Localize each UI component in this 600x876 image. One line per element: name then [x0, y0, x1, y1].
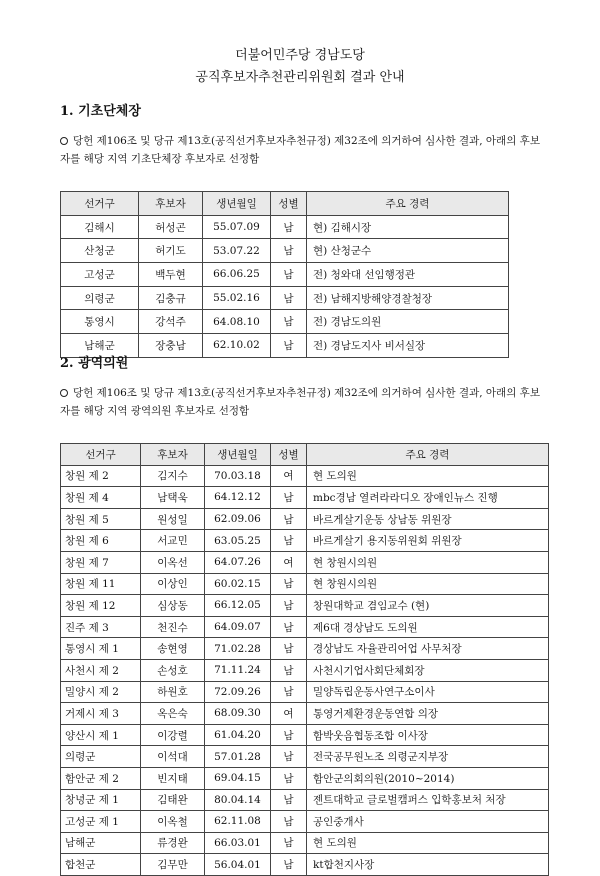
- table-row: [61, 573, 549, 595]
- cell-birthdate: 53.07.22: [203, 239, 271, 263]
- cell-candidate: 허성곤: [139, 215, 203, 239]
- table-row: [61, 616, 549, 638]
- cell-birthdate: 70.03.18: [205, 465, 271, 487]
- cell-gender: 남: [271, 595, 307, 617]
- cell-candidate: 김태완: [141, 789, 205, 811]
- cell-candidate: 하원호: [141, 681, 205, 703]
- cell-birthdate: 56.04.01: [205, 854, 271, 876]
- cell-career: 사천시기업사회단체회장: [307, 659, 549, 681]
- cell-district: 양산시 제 1: [61, 724, 141, 746]
- cell-gender: 남: [271, 530, 307, 552]
- cell-candidate: 심상동: [141, 595, 205, 617]
- circle-bullet-icon: [60, 389, 68, 397]
- cell-birthdate: 61.04.20: [205, 724, 271, 746]
- table-row: [61, 530, 549, 552]
- cell-career: 현) 김해시장: [307, 215, 509, 239]
- cell-district: 합천군: [61, 854, 141, 876]
- cell-birthdate: 62.09.06: [205, 508, 271, 530]
- table-row: [61, 508, 549, 530]
- cell-career: 전) 청와대 선임행정관: [307, 263, 509, 287]
- cell-career: 경상남도 자율관리어업 사무처장: [307, 638, 549, 660]
- cell-gender: 남: [271, 310, 307, 334]
- cell-career: 현 창원시의원: [307, 573, 549, 595]
- column-header-career: 주요 경력: [307, 444, 549, 466]
- table-row: [61, 263, 509, 287]
- cell-gender: 남: [271, 659, 307, 681]
- cell-birthdate: 64.07.26: [205, 551, 271, 573]
- cell-gender: 여: [271, 703, 307, 725]
- cell-birthdate: 66.12.05: [205, 595, 271, 617]
- cell-candidate: 김충규: [139, 286, 203, 310]
- cell-district: 의령군: [61, 746, 141, 768]
- cell-birthdate: 64.12.12: [205, 487, 271, 509]
- table-row: [61, 659, 549, 681]
- cell-birthdate: 63.05.25: [205, 530, 271, 552]
- basic-heads-table: [60, 191, 509, 358]
- table-row: [61, 239, 509, 263]
- table-row: [61, 487, 549, 509]
- cell-gender: 남: [271, 746, 307, 768]
- cell-birthdate: 64.08.10: [203, 310, 271, 334]
- cell-birthdate: 60.02.15: [205, 573, 271, 595]
- column-header-gender: 성별: [271, 192, 307, 216]
- section-notice-basic-heads: [60, 132, 550, 168]
- cell-candidate: 강석주: [139, 310, 203, 334]
- cell-career: 통영거제환경운동연합 의장: [307, 703, 549, 725]
- table-row: [61, 465, 549, 487]
- cell-gender: 남: [271, 854, 307, 876]
- cell-candidate: 빈지태: [141, 767, 205, 789]
- table-row: [61, 681, 549, 703]
- cell-candidate: 백두현: [139, 263, 203, 287]
- table-row: [61, 811, 549, 833]
- cell-career: 밀양독립운동사연구소이사: [307, 681, 549, 703]
- cell-district: 밀양시 제 2: [61, 681, 141, 703]
- cell-career: 전국공무원노조 의령군지부장: [307, 746, 549, 768]
- cell-district: 고성군: [61, 263, 139, 287]
- cell-birthdate: 62.10.02: [203, 334, 271, 358]
- cell-gender: 남: [271, 334, 307, 358]
- table-header-row: [61, 192, 509, 216]
- cell-district: 통영시: [61, 310, 139, 334]
- cell-district: 고성군 제 1: [61, 811, 141, 833]
- cell-birthdate: 80.04.14: [205, 789, 271, 811]
- cell-district: 창원 제 11: [61, 573, 141, 595]
- cell-gender: 남: [271, 573, 307, 595]
- cell-birthdate: 64.09.07: [205, 616, 271, 638]
- table-row: [61, 767, 549, 789]
- cell-gender: 남: [271, 767, 307, 789]
- cell-birthdate: 71.02.28: [205, 638, 271, 660]
- cell-birthdate: 62.11.08: [205, 811, 271, 833]
- column-header-district: 선거구: [61, 192, 139, 216]
- cell-district: 창원 제 6: [61, 530, 141, 552]
- table-row: [61, 789, 549, 811]
- cell-gender: 남: [271, 508, 307, 530]
- cell-district: 창원 제 5: [61, 508, 141, 530]
- section-heading-council: 2. 광역의원: [60, 356, 129, 371]
- cell-district: 남해군: [61, 334, 139, 358]
- cell-career: 바르게살기운동 상남동 위원장: [307, 508, 549, 530]
- cell-career: 제6대 경상남도 도의원: [307, 616, 549, 638]
- cell-candidate: 이상인: [141, 573, 205, 595]
- table-row: [61, 703, 549, 725]
- cell-gender: 남: [271, 638, 307, 660]
- cell-candidate: 천진수: [141, 616, 205, 638]
- cell-birthdate: 68.09.30: [205, 703, 271, 725]
- table-row: [61, 551, 549, 573]
- column-header-district: 선거구: [61, 444, 141, 466]
- cell-gender: 남: [271, 215, 307, 239]
- cell-candidate: 이강렬: [141, 724, 205, 746]
- cell-career: mbc경남 열려라라디오 장애인뉴스 진행: [307, 487, 549, 509]
- cell-career: 젠트대학교 글로벌캠퍼스 입학홍보처 처장: [307, 789, 549, 811]
- table-row: [61, 215, 509, 239]
- cell-birthdate: 66.03.01: [205, 832, 271, 854]
- cell-district: 창녕군 제 1: [61, 789, 141, 811]
- cell-career: 현) 산청군수: [307, 239, 509, 263]
- cell-gender: 남: [271, 789, 307, 811]
- cell-birthdate: 57.01.28: [205, 746, 271, 768]
- cell-gender: 남: [271, 724, 307, 746]
- cell-gender: 남: [271, 832, 307, 854]
- cell-career: 현 도의원: [307, 465, 549, 487]
- cell-birthdate: 71.11.24: [205, 659, 271, 681]
- cell-career: 바르게살기 용지동위원회 위원장: [307, 530, 549, 552]
- column-header-gender: 성별: [271, 444, 307, 466]
- council-table: [60, 443, 549, 876]
- cell-district: 창원 제 7: [61, 551, 141, 573]
- cell-district: 함안군 제 2: [61, 767, 141, 789]
- table-row: [61, 832, 549, 854]
- cell-career: 전) 경남도의원: [307, 310, 509, 334]
- cell-candidate: 옥은숙: [141, 703, 205, 725]
- cell-gender: 남: [271, 616, 307, 638]
- notice-text: 당헌 제106조 및 당규 제13호(공직선거후보자추천규정) 제32조에 의거하여 심사한 결과, 아래의 후보자를 해당 지역 광역의원 후보자로 선정함: [60, 387, 540, 417]
- cell-candidate: 남택욱: [141, 487, 205, 509]
- document-title: 더불어민주당 경남도당: [235, 48, 365, 63]
- section-notice-council: [60, 384, 550, 420]
- table-row: [61, 638, 549, 660]
- cell-career: 창원대학교 겸임교수 (현): [307, 595, 549, 617]
- cell-district: 진주 제 3: [61, 616, 141, 638]
- cell-district: 산청군: [61, 239, 139, 263]
- cell-district: 창원 제 4: [61, 487, 141, 509]
- column-header-candidate: 후보자: [141, 444, 205, 466]
- cell-district: 창원 제 12: [61, 595, 141, 617]
- document-subtitle: 공직후보자추천관리위원회 결과 안내: [195, 70, 405, 85]
- column-header-candidate: 후보자: [139, 192, 203, 216]
- cell-district: 거제시 제 3: [61, 703, 141, 725]
- cell-gender: 남: [271, 487, 307, 509]
- column-header-birthdate: 생년월일: [203, 192, 271, 216]
- table-row: [61, 310, 509, 334]
- table-row: [61, 746, 549, 768]
- cell-career: 함박웃음협동조합 이사장: [307, 724, 549, 746]
- cell-gender: 남: [271, 239, 307, 263]
- cell-district: 사천시 제 2: [61, 659, 141, 681]
- cell-candidate: 손성호: [141, 659, 205, 681]
- cell-gender: 여: [271, 551, 307, 573]
- table-row: [61, 854, 549, 876]
- cell-career: 현 도의원: [307, 832, 549, 854]
- cell-candidate: 송현영: [141, 638, 205, 660]
- table-header-row: [61, 444, 549, 466]
- cell-candidate: 이석대: [141, 746, 205, 768]
- column-header-career: 주요 경력: [307, 192, 509, 216]
- cell-career: 함안군의회의원(2010~2014): [307, 767, 549, 789]
- cell-gender: 남: [271, 811, 307, 833]
- cell-career: 전) 경남도지사 비서실장: [307, 334, 509, 358]
- cell-gender: 남: [271, 286, 307, 310]
- cell-birthdate: 72.09.26: [205, 681, 271, 703]
- cell-district: 통영시 제 1: [61, 638, 141, 660]
- cell-career: 전) 남해지방해양경찰청장: [307, 286, 509, 310]
- cell-candidate: 김지수: [141, 465, 205, 487]
- table-row: [61, 595, 549, 617]
- cell-candidate: 이옥선: [141, 551, 205, 573]
- cell-district: 남해군: [61, 832, 141, 854]
- cell-birthdate: 69.04.15: [205, 767, 271, 789]
- cell-gender: 여: [271, 465, 307, 487]
- column-header-birthdate: 생년월일: [205, 444, 271, 466]
- cell-candidate: 서교민: [141, 530, 205, 552]
- table-row: [61, 724, 549, 746]
- cell-candidate: 김무만: [141, 854, 205, 876]
- cell-candidate: 류경완: [141, 832, 205, 854]
- cell-career: 공인중개사: [307, 811, 549, 833]
- section-heading-basic-heads: 1. 기초단체장: [60, 104, 141, 119]
- cell-gender: 남: [271, 263, 307, 287]
- circle-bullet-icon: [60, 137, 68, 145]
- cell-candidate: 원성일: [141, 508, 205, 530]
- cell-district: 의령군: [61, 286, 139, 310]
- cell-gender: 남: [271, 681, 307, 703]
- cell-birthdate: 55.07.09: [203, 215, 271, 239]
- notice-text: 당헌 제106조 및 당규 제13호(공직선거후보자추천규정) 제32조에 의거하여 심사한 결과, 아래의 후보자를 해당 지역 기초단체장 후보자로 선정함: [60, 135, 540, 165]
- cell-candidate: 허기도: [139, 239, 203, 263]
- cell-career: kt합천지사장: [307, 854, 549, 876]
- cell-district: 김해시: [61, 215, 139, 239]
- cell-birthdate: 66.06.25: [203, 263, 271, 287]
- cell-district: 창원 제 2: [61, 465, 141, 487]
- cell-candidate: 장충남: [139, 334, 203, 358]
- cell-birthdate: 55.02.16: [203, 286, 271, 310]
- cell-career: 현 창원시의원: [307, 551, 549, 573]
- cell-candidate: 이옥철: [141, 811, 205, 833]
- table-row: [61, 286, 509, 310]
